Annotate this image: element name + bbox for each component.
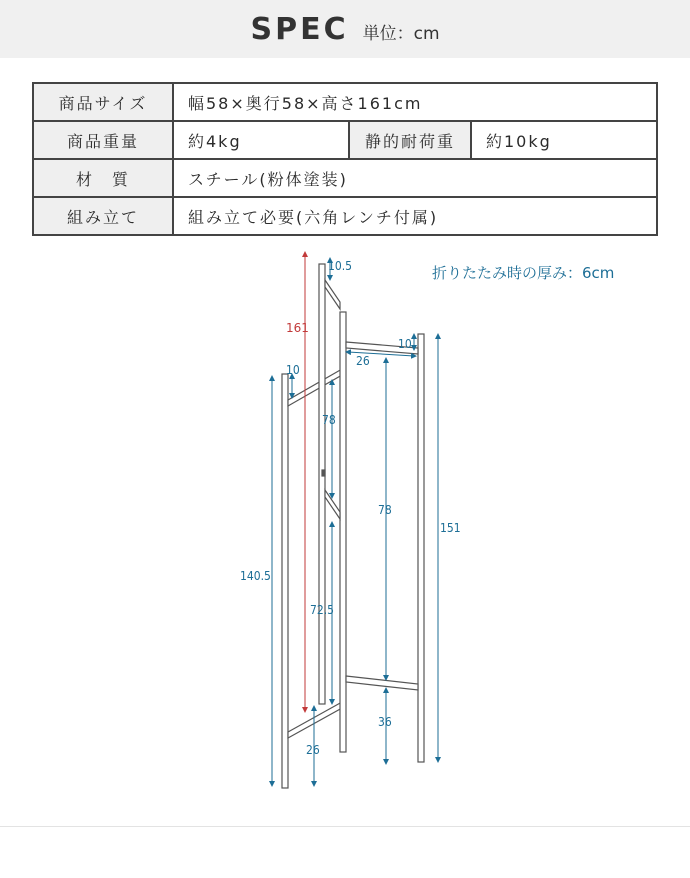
dim-right-bottom: 36 bbox=[378, 715, 392, 729]
dim-left-bottom: 26 bbox=[306, 743, 320, 757]
dim-right-arm: 26 bbox=[356, 354, 370, 368]
folded-thickness-note: 折りたたみ時の厚み：6cm bbox=[432, 264, 615, 282]
weight-value: 約4kg bbox=[173, 121, 349, 159]
dim-right-mid: 78 bbox=[378, 503, 392, 517]
assembly-value: 組み立て必要(六角レンチ付属) bbox=[173, 197, 657, 235]
material-value: スチール(粉体塗装) bbox=[173, 159, 657, 197]
left-pole bbox=[282, 374, 288, 788]
center-rear-pole bbox=[340, 312, 346, 752]
size-label: 商品サイズ bbox=[33, 83, 173, 121]
table-row bbox=[33, 197, 657, 235]
load-label: 静的耐荷重 bbox=[349, 121, 471, 159]
assembly-label: 組み立て bbox=[33, 197, 173, 235]
dim-top-gap: 10.5 bbox=[328, 259, 353, 273]
material-label: 材 質 bbox=[33, 159, 173, 197]
weight-label: 商品重量 bbox=[33, 121, 173, 159]
load-value: 約10kg bbox=[471, 121, 657, 159]
size-value: 幅58×奥行58×高さ161cm bbox=[173, 83, 657, 121]
left-lower-bar bbox=[288, 702, 342, 738]
center-upper-brace bbox=[325, 280, 340, 309]
table-row bbox=[33, 121, 657, 159]
dim-left-height: 140.5 bbox=[240, 569, 271, 583]
dim-center-lower: 72.5 bbox=[310, 603, 335, 617]
table-row bbox=[33, 159, 657, 197]
table-row bbox=[33, 83, 657, 121]
hinge bbox=[322, 470, 325, 476]
spec-header bbox=[0, 0, 690, 58]
dim-center-upper: 78 bbox=[322, 413, 336, 427]
right-lower-bar bbox=[346, 676, 418, 690]
dim-right-top-gap: 10 bbox=[398, 337, 412, 351]
spec-title: SPEC bbox=[250, 11, 349, 47]
dim-total-height: 161 bbox=[286, 321, 309, 335]
dimension-diagram bbox=[0, 232, 690, 832]
unit-label: 単位：cm bbox=[362, 23, 440, 44]
dim-left-top-gap: 10 bbox=[286, 363, 300, 377]
bottom-divider bbox=[0, 826, 690, 827]
center-pole bbox=[319, 264, 325, 704]
spec-table bbox=[32, 82, 658, 236]
dim-right-height: 151 bbox=[440, 521, 461, 535]
right-pole bbox=[418, 334, 424, 762]
